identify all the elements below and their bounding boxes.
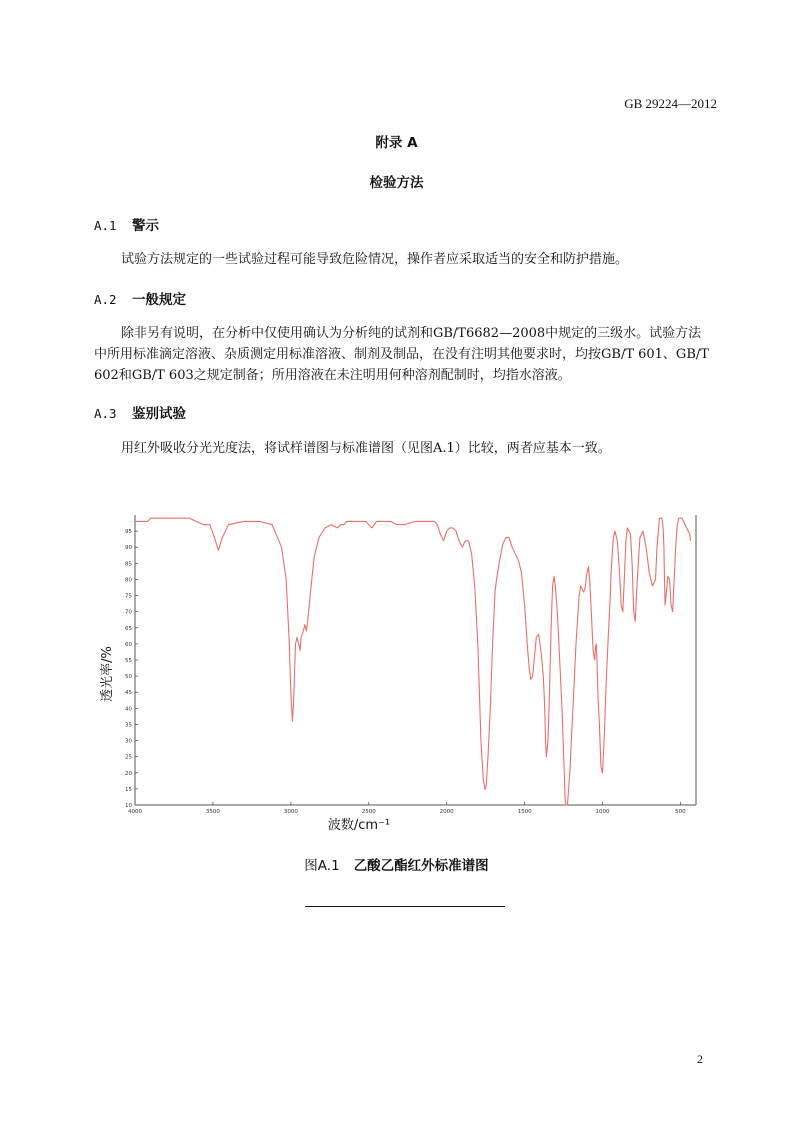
section-heading-a2 (94, 288, 186, 308)
figure-caption (0, 854, 793, 874)
section-title: 警示 (132, 218, 159, 234)
y-tick-label: 10 (125, 803, 132, 809)
y-tick-label: 50 (125, 674, 132, 681)
y-tick-label: 35 (125, 722, 132, 729)
y-axis-label: 透光率/% (100, 646, 115, 702)
x-axis-ticks (128, 802, 686, 815)
page-number: 2 (697, 1052, 703, 1066)
x-tick-label: 1000 (595, 809, 610, 815)
y-tick-label: 15 (125, 786, 132, 793)
appendix-subtitle: 检验方法 (369, 175, 424, 191)
section-heading-a1 (94, 214, 159, 234)
x-axis-label: 波数/cm⁻¹ (327, 818, 391, 833)
x-tick-label: 2000 (439, 809, 454, 815)
y-tick-label: 95 (125, 529, 132, 536)
y-tick-label: 30 (125, 738, 132, 745)
figure-title: 乙酸乙酯红外标准谱图 (353, 858, 489, 874)
end-divider (305, 906, 505, 907)
y-tick-label: 65 (125, 625, 132, 632)
section-a1-paragraph (94, 249, 709, 270)
y-axis-ticks (125, 529, 138, 809)
spectrum-line (135, 518, 691, 805)
ir-spectrum-chart (100, 505, 710, 835)
paragraph-text: 用红外吸收分光光度法，将试样谱图与标准谱图（见图A.1）比较，两者应基本一致。 (121, 441, 611, 456)
ir-spectrum-figure (100, 505, 710, 835)
x-tick-label: 3000 (283, 809, 298, 815)
section-number: A.3 (94, 406, 117, 421)
figure-number: 图A.1 (304, 858, 340, 874)
section-number: A.2 (94, 292, 117, 307)
y-tick-label: 75 (125, 593, 132, 600)
y-tick-label: 25 (125, 754, 132, 761)
section-a2-paragraph (94, 323, 709, 386)
y-tick-label: 60 (125, 641, 132, 648)
x-tick-label: 3500 (205, 809, 220, 815)
section-heading-a3 (94, 402, 186, 422)
section-title: 鉴别试验 (132, 406, 186, 422)
appendix-title: 附录 A (375, 135, 418, 151)
x-tick-label: 500 (675, 809, 686, 815)
x-tick-label: 4000 (128, 809, 142, 815)
paragraph-text: 除非另有说明，在分析中仅使用确认为分析纯的试剂和GB/T6682—2008中规定的三级水。试验方法中所用标准滴定溶液、杂质测定用标准溶液、制剂及制品，在没有注明其他要求时，均按GB/T 601、GB/T 602和GB/T 603之规定制备；所用溶液在未注明用何种溶剂配制时，均指水溶液。 (94, 326, 709, 383)
section-number: A.1 (94, 218, 117, 233)
standard-code: GB 29224—2012 (624, 96, 717, 111)
section-a3-paragraph (94, 438, 709, 459)
y-tick-label: 55 (125, 658, 132, 664)
section-title: 一般规定 (132, 292, 186, 308)
y-tick-label: 70 (125, 609, 132, 616)
y-tick-label: 20 (125, 770, 132, 777)
x-tick-label: 2500 (361, 809, 376, 815)
paragraph-text: 试验方法规定的一些试验过程可能导致危险情况，操作者应采取适当的安全和防护措施。 (121, 252, 629, 267)
y-tick-label: 45 (125, 690, 132, 697)
y-tick-label: 85 (125, 561, 132, 568)
y-tick-label: 40 (125, 706, 132, 713)
y-tick-label: 90 (125, 545, 132, 552)
x-tick-label: 1500 (517, 809, 532, 815)
series-layer (135, 518, 691, 805)
y-tick-label: 80 (125, 577, 132, 584)
